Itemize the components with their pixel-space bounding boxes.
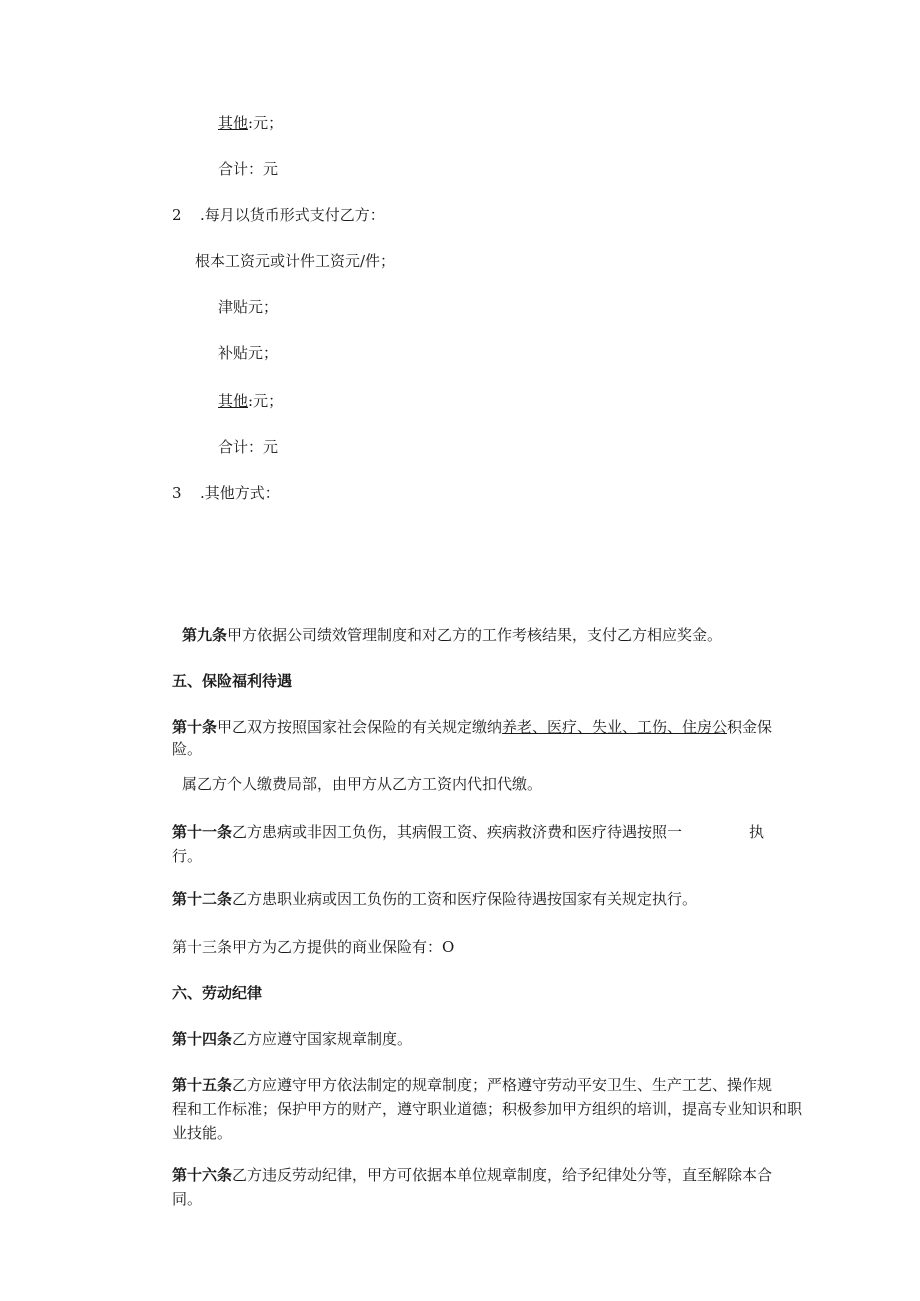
article-text: 乙方应遵守甲方依法制定的规章制度；严格遵守劳动平安卫生、生产工艺、操作规 (232, 1076, 773, 1094)
article-label: 第十四条 (172, 1030, 233, 1048)
article-10-line-3: 属乙方个人缴费局部，由甲方从乙方工资内代扣代缴。 (182, 775, 543, 793)
article-label: 第十一条 (172, 823, 233, 841)
article-label: 第九条 (182, 626, 228, 644)
article-text: 乙方应遵守国家规章制度。 (232, 1030, 413, 1048)
article-16-line-2: 同。 (172, 1190, 203, 1208)
article-10 (172, 716, 772, 738)
other-label: 其他 (218, 392, 249, 410)
other-fee-line-1 (218, 112, 283, 134)
item-number: 3 (172, 484, 182, 502)
article-11-line-2: 行。 (172, 847, 203, 865)
total-line-1: 合计：元 (218, 160, 279, 178)
item-text: .其他方式： (200, 484, 280, 502)
item-text: .每月以货币形式支付乙方： (200, 206, 385, 224)
article-label: 第十二条 (172, 890, 233, 908)
article-16 (172, 1164, 772, 1186)
article-15-line-2: 程和工作标准；保护甲方的财产，遵守职业道德；积极参加甲方组织的培训，提高专业知识和职 (172, 1100, 803, 1118)
other-value: :元； (248, 392, 284, 410)
total-line-2: 合计：元 (218, 438, 279, 456)
article-15-line-3: 业技能。 (172, 1124, 233, 1142)
section-6-heading: 六、劳动纪律 (172, 984, 263, 1002)
article-text: 乙方违反劳动纪律，甲方可依据本单位规章制度，给予纪律处分等，直至解除本合 (232, 1166, 773, 1184)
article-text-end: 积金保 (727, 718, 773, 736)
item-3 (172, 482, 280, 504)
article-label: 第十五条 (172, 1076, 233, 1094)
other-value: :元； (248, 114, 284, 132)
other-fee-line-2 (218, 390, 283, 412)
article-9 (182, 624, 722, 646)
item-2 (172, 204, 385, 226)
insurance-types: 养老、医疗、失业、工伤、住房公 (502, 718, 728, 736)
article-text: 甲方依据公司绩效管理制度和对乙方的工作考核结果，支付乙方相应奖金。 (227, 626, 723, 644)
subsidy-line: 补贴元； (218, 344, 279, 362)
allowance-line: 津贴元； (218, 298, 279, 316)
article-12 (172, 888, 697, 910)
article-text: 乙方患职业病或因工负伤的工资和医疗保险待遇按国家有关规定执行。 (232, 890, 698, 908)
item-number: 2 (172, 206, 182, 224)
article-10-line-2: 险。 (172, 740, 203, 758)
article-11-tail: 执 (749, 823, 765, 841)
article-14 (172, 1028, 412, 1050)
article-label: 第十六条 (172, 1166, 233, 1184)
article-13: 第十三条甲方为乙方提供的商业保险有：O (172, 938, 455, 956)
article-text: 甲乙双方按照国家社会保险的有关规定缴纳 (217, 718, 503, 736)
section-5-heading: 五、保险福利待遇 (172, 672, 293, 690)
article-11 (172, 821, 682, 843)
base-wage-line: 根本工资元或计件工资元/件； (195, 252, 396, 270)
article-label: 第十条 (172, 718, 218, 736)
article-15 (172, 1074, 772, 1096)
other-label: 其他 (218, 114, 249, 132)
article-text: 乙方患病或非因工负伤，其病假工资、疾病救济费和医疗待遇按照一 (232, 823, 683, 841)
